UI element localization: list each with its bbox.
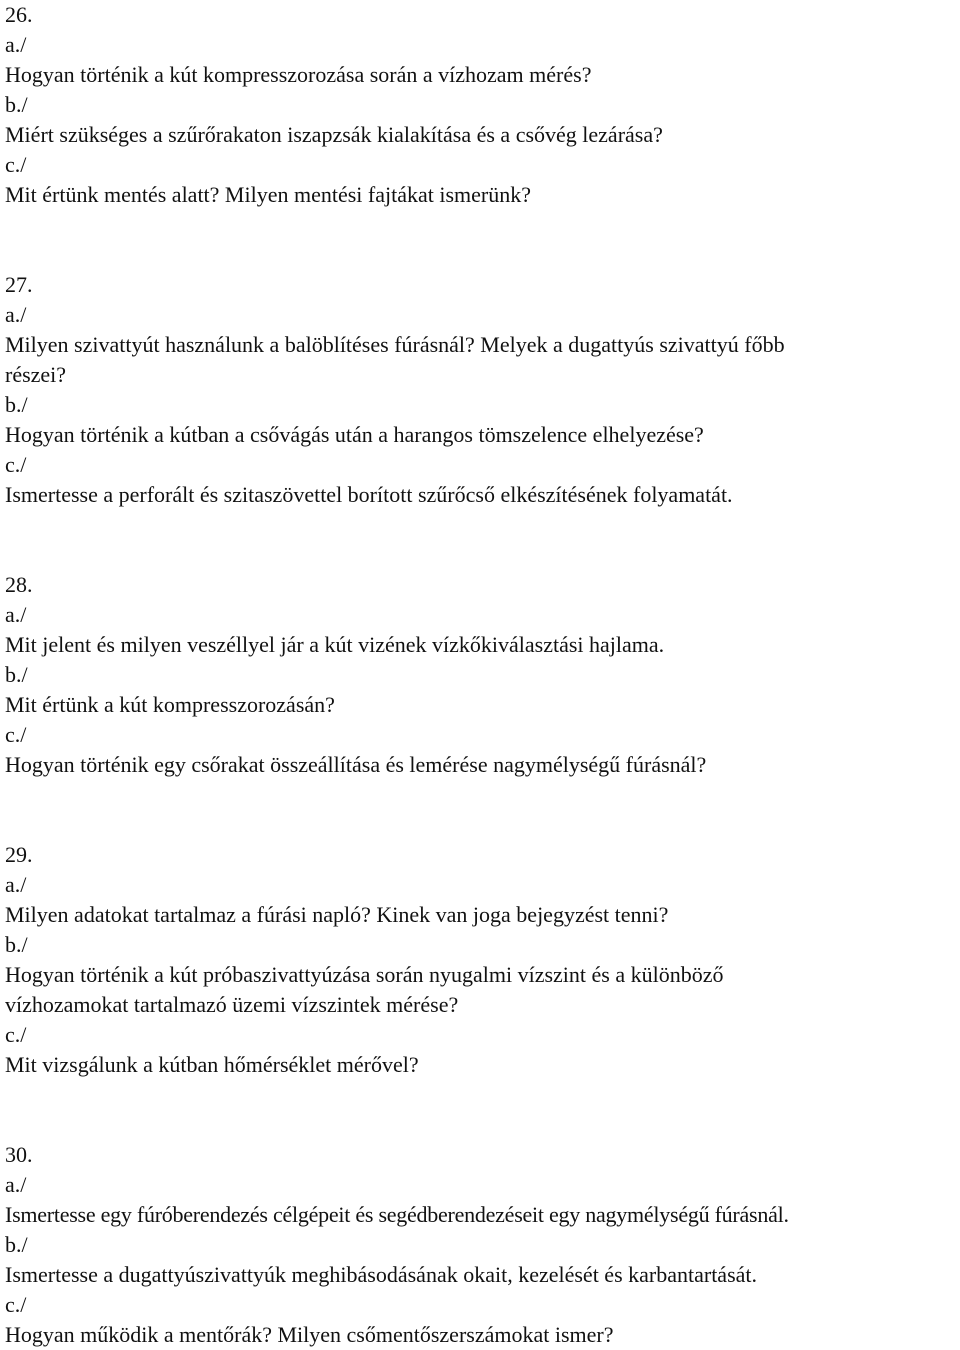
question-number: 27. [5,272,33,297]
question-27 [5,270,957,510]
question-number: 30. [5,1142,33,1167]
subquestion-c-text: Mit vizsgálunk a kútban hőmérséklet mérővel? [5,1052,419,1077]
subquestion-a-text: Ismertesse egy fúróberendezés célgépeit és segédberendezéseit egy nagymélységű fúrásnál. [5,1202,789,1227]
question-29 [5,840,957,1080]
subquestion-b-text: Miért szükséges a szűrőrakaton iszapzsák kialakítása és a csővég lezárása? [5,122,663,147]
question-number: 26. [5,2,33,27]
subquestion-b-label: b./ [5,392,28,417]
subquestion-c-text: Mit értünk mentés alatt? Milyen mentési fajtákat ismerünk? [5,182,532,207]
subquestion-a-label: a./ [5,872,27,897]
question-30 [5,1140,957,1350]
subquestion-c-text: Hogyan történik egy csőrakat összeállítása és lemérése nagymélységű fúrásnál? [5,752,707,777]
question-number: 28. [5,572,33,597]
subquestion-a-text: Milyen adatokat tartalmaz a fúrási napló? Kinek van joga bejegyzést tenni? [5,902,669,927]
question-26 [5,0,957,210]
subquestion-b-text: Mit értünk a kút kompresszorozásán? [5,692,335,717]
subquestion-b-text: Hogyan történik a kútban a csővágás után a harangos tömszelence elhelyezése? [5,422,704,447]
subquestion-c-label: c./ [5,452,27,477]
subquestion-b-label: b./ [5,92,28,117]
question-spacer [5,780,957,840]
question-spacer [5,210,957,270]
question-28 [5,570,957,780]
question-number: 29. [5,842,33,867]
subquestion-b-text-line-2: vízhozamokat tartalmazó üzemi vízszintek mérése? [5,992,459,1017]
subquestion-b-text: Ismertesse a dugattyúszivattyúk meghibásodásának okait, kezelését és karbantartását. [5,1262,758,1287]
subquestion-a-label: a./ [5,302,27,327]
subquestion-a-text: Hogyan történik a kút kompresszorozása során a vízhozam mérés? [5,62,592,87]
question-spacer [5,1080,957,1140]
subquestion-a-label: a./ [5,602,27,627]
subquestion-b-label: b./ [5,1232,28,1257]
subquestion-a-text-line-1: Milyen szivattyút használunk a balöblítéses fúrásnál? Melyek a dugattyús szivattyú főbb [5,332,785,357]
subquestion-c-label: c./ [5,1022,27,1047]
subquestion-c-label: c./ [5,1292,27,1317]
exam-question-list [5,0,957,1350]
subquestion-a-label: a./ [5,1172,27,1197]
subquestion-a-label: a./ [5,32,27,57]
subquestion-c-label: c./ [5,152,27,177]
subquestion-a-text-line-2: részei? [5,362,67,387]
subquestion-a-text: Mit jelent és milyen veszéllyel jár a kút vizének vízkőkiválasztási hajlama. [5,632,665,657]
subquestion-c-text: Hogyan működik a mentőrák? Milyen csőmentőszerszámokat ismer? [5,1322,614,1347]
question-spacer [5,510,957,570]
subquestion-b-label: b./ [5,932,28,957]
subquestion-b-text-line-1: Hogyan történik a kút próbaszivattyúzása során nyugalmi vízszint és a különböző [5,962,724,987]
subquestion-c-label: c./ [5,722,27,747]
subquestion-c-text: Ismertesse a perforált és szitaszövettel borított szűrőcső elkészítésének folyamatát. [5,482,733,507]
subquestion-b-label: b./ [5,662,28,687]
